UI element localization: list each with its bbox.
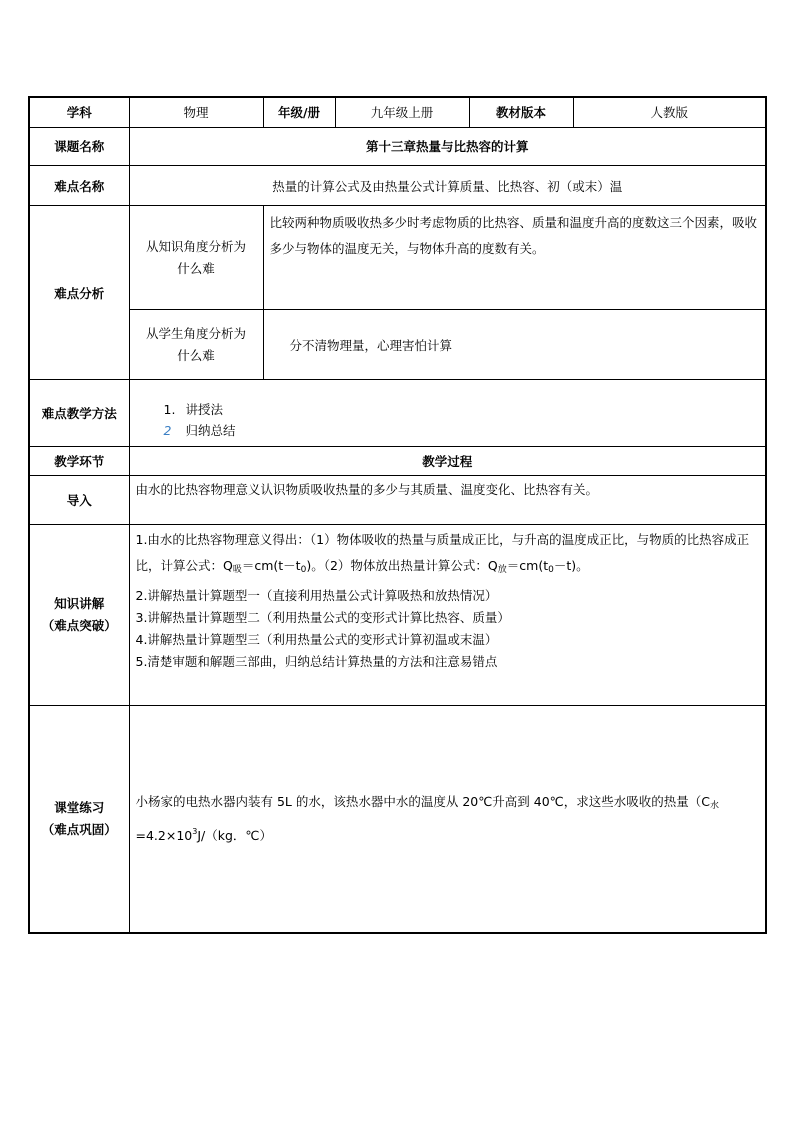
practice-question: [129, 705, 766, 933]
edition-value: 人教版: [573, 97, 766, 127]
methods-list: [129, 380, 766, 446]
lesson-row: [29, 127, 766, 165]
practice-row: [29, 705, 766, 933]
intro-row: [29, 476, 766, 524]
subject-value: 物理: [129, 97, 263, 127]
practice-label-line2: （难点巩固）: [41, 821, 117, 837]
practice-label: [29, 705, 129, 933]
student-angle-label-line1: 从学生角度分析为: [145, 325, 246, 341]
analysis-student-row: [29, 309, 766, 380]
difficulty-row: [29, 165, 766, 205]
edition-label: 教材版本: [469, 97, 573, 127]
process-label: 教学过程: [129, 446, 766, 475]
header-row: [29, 97, 766, 127]
lesson-label: 课题名称: [29, 127, 129, 165]
lecture-paragraph-1: 1.由水的比热容物理意义得出：（1）物体吸收的热量与质量成正比，与升高的温度成正比，与物质的比热容成正比，计算公式：$Q_吸=cm(t-t_0)$。（2）物体放出热量计算公式：$Q_放=cm(t_0-t)$。: [135, 531, 750, 575]
lecture-label: [29, 524, 129, 705]
knowledge-angle-label-line2: 什么难: [177, 260, 215, 276]
step-label: 教学环节: [29, 446, 129, 475]
difficulty-value: 热量的计算公式及由热量公式计算质量、比热容、初（或末）温: [129, 165, 766, 205]
lecture-row: [29, 524, 766, 705]
lecture-label-line1: 知识讲解: [54, 595, 105, 611]
method-number: 1.: [163, 402, 176, 418]
lecture-content: [129, 524, 766, 705]
student-angle-text: 分不清物理量，心理害怕计算: [263, 309, 766, 380]
methods-row: [29, 380, 766, 446]
subject-label: 学科: [29, 97, 129, 127]
lecture-label-line2: （难点突破）: [41, 617, 117, 633]
analysis-knowledge-row: [29, 206, 766, 310]
lesson-plan-table: [28, 96, 767, 934]
student-angle-label-line2: 什么难: [177, 347, 215, 363]
methods-label: 难点教学方法: [29, 380, 129, 446]
grade-value: 九年级上册: [335, 97, 469, 127]
intro-text: 由水的比热容物理意义认识物质吸收热量的多少与其质量、温度变化、比热容有关。: [129, 476, 766, 524]
method-item: [136, 420, 760, 441]
analysis-label: 难点分析: [29, 206, 129, 380]
lecture-item-4: 4.讲解热量计算题型三（利用热量公式的变形式计算初温或末温）: [135, 631, 498, 647]
knowledge-angle-label-line1: 从知识角度分析为: [145, 238, 246, 254]
method-item: [136, 399, 760, 420]
lecture-item-3: 3.讲解热量计算题型二（利用热量公式的变形式计算比热容、质量）: [135, 609, 510, 625]
lecture-item-5: 5.清楚审题和解题三部曲，归纳总结计算热量的方法和注意易错点: [135, 653, 498, 669]
intro-label: 导入: [29, 476, 129, 524]
method-text: 讲授法: [185, 402, 224, 418]
difficulty-label: 难点名称: [29, 165, 129, 205]
practice-label-line1: 课堂练习: [54, 799, 105, 815]
grade-label: 年级/册: [263, 97, 335, 127]
knowledge-angle-text: 比较两种物质吸收热多少时考虑物质的比热容、质量和温度升高的度数这三个因素，吸收多少与物体的温度无关，与物体升高的度数有关。: [263, 206, 766, 310]
method-number: 2: [163, 423, 172, 439]
student-angle-label: [129, 309, 263, 380]
practice-question-text: 小杨家的电热水器内装有 5L 的水，该热水器中水的温度从 20℃升高到 40℃，求这些水吸收的热量（$C_水=4.2\times 10^3J/(kg$．℃）: [135, 793, 719, 843]
method-text: 归纳总结: [185, 423, 236, 439]
process-header-row: [29, 446, 766, 475]
lecture-item-2: 2.讲解热量计算题型一（直接利用热量公式计算吸热和放热情况）: [135, 587, 498, 603]
lesson-title: 第十三章热量与比热容的计算: [129, 127, 766, 165]
knowledge-angle-label: [129, 206, 263, 310]
